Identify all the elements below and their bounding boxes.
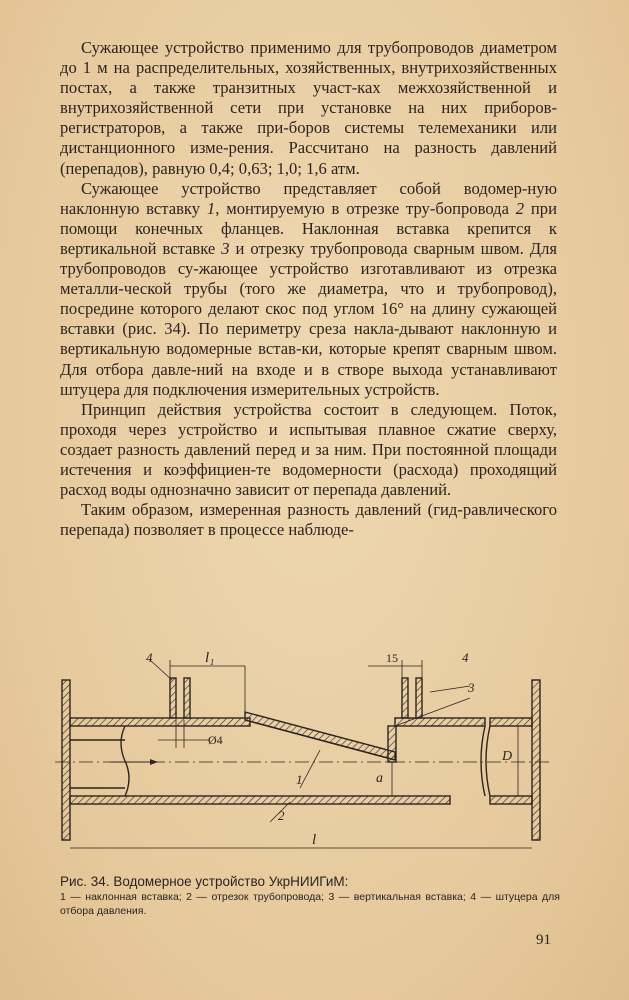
label-1: 1 (296, 772, 303, 787)
label-l: l (312, 832, 317, 848)
right-nozzle (402, 678, 408, 718)
left-flange (62, 680, 70, 840)
right-flange (532, 680, 540, 840)
paragraph (60, 179, 557, 400)
italic-reference: 2 (515, 198, 525, 218)
paragraph (60, 500, 557, 540)
body-text (60, 38, 557, 540)
pipe-wall-top-right (395, 718, 485, 726)
label-4-right: 4 (462, 650, 469, 665)
text-run: , монтируемую в отрезке тру-бопровода (215, 198, 516, 218)
page-number: 91 (536, 932, 551, 948)
paragraph (60, 400, 557, 500)
text-run: при помощи конечных фланцев. Наклонная вставка крепится к вертикальной вставке (60, 198, 557, 258)
label-D: D (502, 749, 513, 764)
vertical-insert (388, 726, 396, 762)
label-a: a (376, 771, 383, 786)
label-15: 15 (386, 651, 398, 665)
label-l1: l₁ (205, 650, 215, 666)
text-run: Принцип действия устройства состоит в следующем. Поток, проходя через устройство и испытывая плавное сжатие сверху, создает разность давлений перед и за ним. При постоянной площади истечения и коэффициен-те водомерности (расхода) проходящий расход воды однозначно зависит от перепада давлений. (60, 399, 557, 500)
label-4-left: 4 (146, 650, 153, 665)
label-2: 2 (278, 808, 285, 823)
inclined-insert (245, 712, 395, 760)
text-run: Сужающее устройство применимо для трубопроводов диаметром до 1 м на распределительных, хозяйственных, внутрихозяйственных постах, а также транзитных участ-ках межхозяйственной и внутрихозяйственной сети при установке на них приборов-регистраторов, а также при-боров системы телемеханики или дистанционного изме-рения. Рассчитано на разность давлений (перепадов), равную 0,4; 0,63; 1,0; 1,6 атм. (60, 38, 557, 178)
pipe-wall-bottom (70, 796, 450, 804)
figure-caption (60, 873, 560, 918)
caption-title: Рис. 34. Водомерное устройство УкрНИИГиМ: (60, 874, 349, 889)
label-phi4: Ø4 (208, 733, 223, 747)
italic-reference: 1 (206, 198, 216, 218)
text-run: и отрезку трубопровода сварным швом. Для трубопроводов су-жающее устройство изготавливают из отрезка металли-ческой трубы (того же диаметра, что и трубопровод), посредине которого делают скос под углом 16° на длину сужающей вставки (рис. 34). По периметру среза накла-дывают наклонную и вертикальную водомерные встав-ки, которые крепят сварным швом. Для отбора давле-ний на входе и в створе выхода устанавливают штуцера для подключения измерительных устройств. (60, 238, 557, 399)
italic-reference: 3 (221, 238, 230, 258)
caption-legend: 1 — наклонная вставка; 2 — отрезок трубопровода; 3 — вертикальная вставка; 4 — штуцера для отбора давления. (60, 891, 560, 917)
text-run: Сужающее устройство представляет собой водомер-ную наклонную вставку (60, 178, 557, 218)
label-3: 3 (468, 680, 475, 695)
paragraph (60, 38, 557, 179)
pipe-wall-top-left (70, 718, 250, 726)
left-nozzle (170, 678, 176, 718)
text-run: Таким образом, измеренная разность давлений (гид-равлического перепада) позволяет в процессе наблюде- (60, 500, 557, 540)
figure-34-diagram (50, 640, 570, 860)
